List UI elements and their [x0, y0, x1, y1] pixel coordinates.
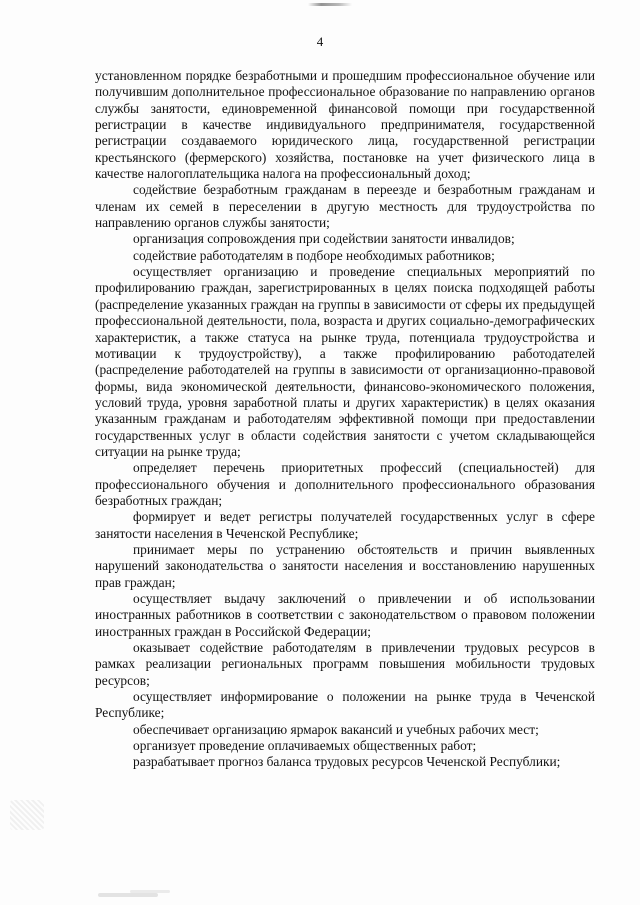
paragraph: организует проведение оплачиваемых общественных работ; [133, 738, 477, 754]
scan-artifact [308, 3, 352, 6]
paragraph: осуществляет информирование о положении на рынке труда в Чеченской Республике; [95, 689, 595, 721]
paragraph: осуществляет выдачу заключений о привлечении и об использовании иностранных работников в соответствии с законодательством о правовом положении иностранных граждан в Российской Федерации; [95, 591, 595, 639]
paragraph: содействие работодателям в подборе необходимых работников; [133, 247, 495, 263]
paragraph: разрабатывает прогноз баланса трудовых ресурсов Чеченской Республики; [133, 754, 561, 770]
paragraph: организация сопровождения при содействии занятости инвалидов; [133, 231, 515, 247]
scan-artifact [130, 890, 170, 893]
paragraph: принимает меры по устранению обстоятельств и причин выявленных нарушений законодательства о занятости населения и восстановлению нарушенных прав граждан; [95, 541, 595, 590]
paragraph: обеспечивает организацию ярмарок вакансий и учебных рабочих мест; [133, 721, 539, 737]
body-text [95, 68, 595, 771]
paragraph: определяет перечень приоритетных профессий (специальностей) для профессионального обучения и дополнительного профессионального образования безработных граждан; [95, 460, 595, 508]
paragraph: оказывает содействие работодателям в привлечении трудовых ресурсов в рамках реализации региональных программ повышения мобильности трудовых ресурсов; [95, 640, 595, 688]
scan-artifact [98, 893, 158, 897]
paragraph: содействие безработным гражданам в переезде и безработным гражданам и членам их семей в переселении в другую местность для трудоустройства по направлению органов службы занятости; [95, 182, 595, 231]
paragraph: осуществляет организацию и проведение специальных мероприятий по профилированию граждан, зарегистрированных в целях поиска подходящей работы (распределение указанных граждан на группы в зависимости от сферы их предыдущей профессиональной деятельности, пола, возраста и других социально-демографических характеристик, а также статуса на рынке труда, потенциала трудоустройства и мотивации к трудоустройству), а также профилированию работодателей (распределение работодателей на группы в зависимости от организационно-правовой формы, вида экономической деятельности, финансово-экономического положения, условий труда, уровня заработной платы и других характеристик) в целях оказания указанным гражданам и работодателям эффективной помощи при предоставлении государственных услуг в области содействия занятости с учетом складывающейся ситуации на рынке труда; [95, 264, 595, 459]
paragraph-continuation: установленном порядке безработными и прошедшим профессиональное обучение или получившим дополнительное профессиональное образование по направлению органов службы занятости, единовременной финансовой помощи при государственной регистрации в качестве индивидуального предпринимателя, государственной регистрации создаваемого юридического лица, государственной регистрации крестьянского (фермерского) хозяйства, постановке на учет физического лица в качестве налогоплательщика налога на профессиональный доход; [95, 68, 595, 182]
paragraph: формирует и ведет регистры получателей государственных услуг в сфере занятости населения в Чеченской Республике; [95, 509, 595, 541]
page-number: 4 [316, 34, 324, 49]
scan-artifact [10, 800, 44, 830]
